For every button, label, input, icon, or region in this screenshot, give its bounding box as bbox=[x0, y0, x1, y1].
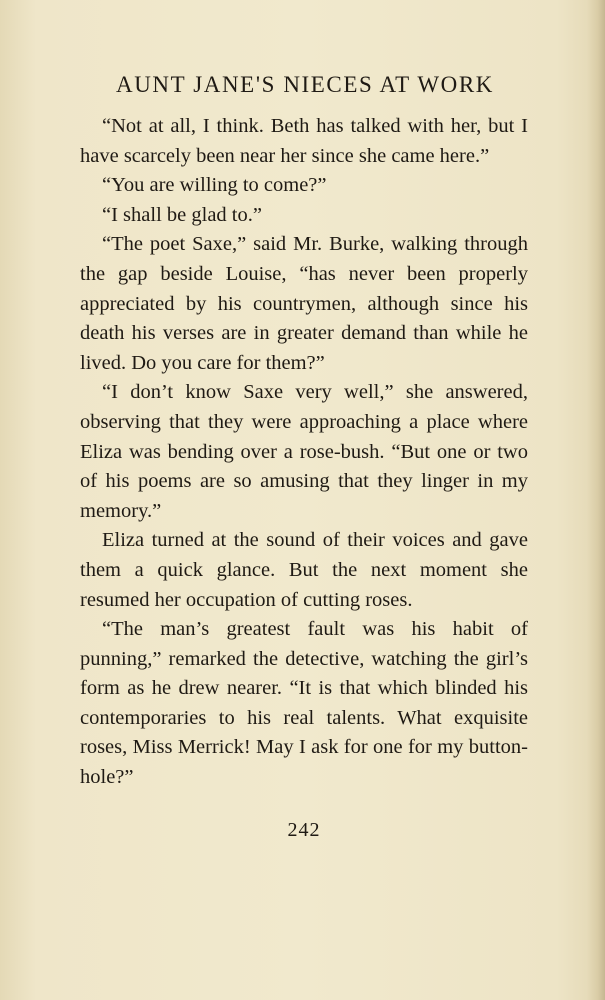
paragraph: “I don’t know Saxe very well,” she answered, observing that they were approaching a place where Eliza was bending over a rose-bush. “But one or two of his poems are so amusing that they linger in my memory.” bbox=[80, 381, 528, 522]
paragraph: “You are willing to come?” bbox=[102, 174, 327, 197]
paragraph: “I shall be glad to.” bbox=[102, 203, 262, 226]
paragraph: Eliza turned at the sound of their voices and gave them a quick glance. But the next moment she resumed her occupation of cutting roses. bbox=[80, 529, 528, 611]
body-text bbox=[80, 112, 528, 793]
paragraph: “Not at all, I think. Beth has talked with her, but I have scarcely been near her since she came here.” bbox=[80, 115, 528, 167]
page-edge-shadow bbox=[587, 0, 605, 1000]
running-head: AUNT JANE'S NIECES AT WORK bbox=[116, 72, 494, 97]
paragraph: “The poet Saxe,” said Mr. Burke, walking through the gap beside Louise, “has never been properly appreciated by his countrymen, although since his death his verses are in greater demand than while he lived. Do you care for them?” bbox=[80, 233, 528, 374]
page-number: 242 bbox=[287, 819, 321, 841]
paragraph: “The man’s greatest fault was his habit of punning,” remarked the detective, watching the girl’s form as he drew nearer. “It is that which blinded his contemporaries to his real talents. What exquisite roses, Miss Merrick! May I ask for one for my button-hole?” bbox=[80, 618, 528, 789]
